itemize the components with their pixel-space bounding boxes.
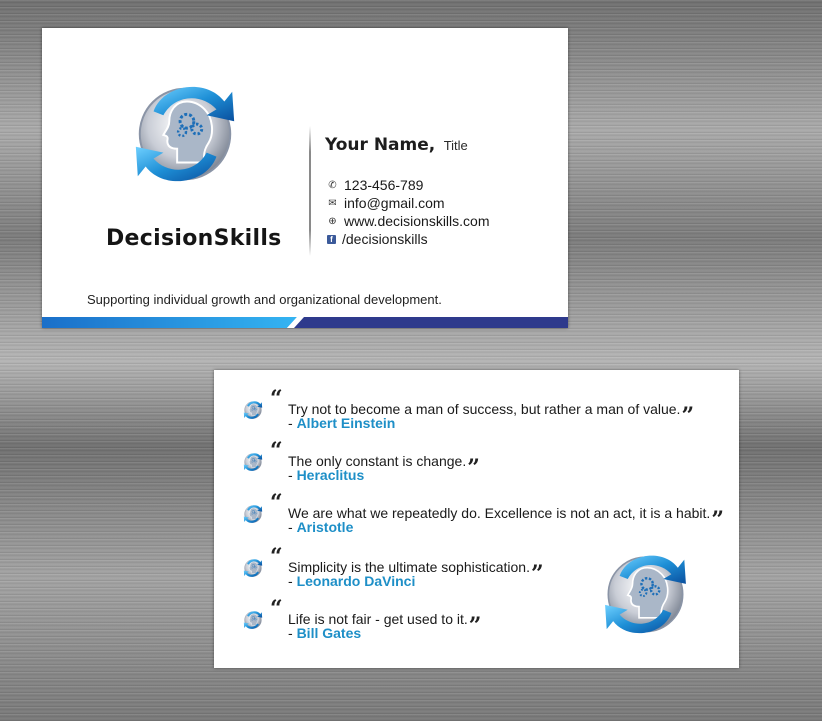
business-card-front (42, 28, 568, 328)
small-logo-icon (242, 450, 264, 474)
quote-text: Life is not fair - get used to it.” (288, 611, 482, 639)
quote-author: - Albert Einstein (288, 415, 396, 431)
decisionskills-logo-icon (126, 71, 244, 196)
decisionskills-logo-icon (597, 538, 694, 650)
color-stripe (42, 317, 568, 328)
name-title-line (325, 135, 468, 155)
person-name: Your Name, (325, 135, 436, 155)
small-logo-icon (242, 398, 264, 422)
phone-icon: ✆ (328, 179, 337, 191)
open-quote-mark: “ (270, 490, 283, 516)
small-logo-icon (242, 502, 264, 526)
open-quote-mark: “ (270, 386, 283, 412)
open-quote-mark: “ (270, 438, 283, 464)
quote-text: Try not to become a man of success, but rather a man of value.” (288, 401, 695, 429)
open-quote-mark: “ (270, 596, 283, 622)
contact-website (327, 213, 489, 229)
facebook-icon: f (327, 235, 336, 244)
brand-name: DecisionSkills (106, 226, 282, 251)
contact-facebook (327, 231, 428, 247)
close-quote-mark: ” (711, 507, 724, 533)
close-quote-mark: ” (468, 613, 482, 639)
quote-item (242, 438, 732, 490)
vertical-divider (309, 126, 311, 256)
email-address: info@gmail.com (344, 195, 445, 211)
globe-icon: ⊕ (328, 215, 337, 227)
contact-phone (327, 177, 423, 193)
business-card-back (214, 370, 739, 668)
quote-text: We are what we repeatedly do. Excellence is not an act, it is a habit.” (288, 505, 724, 533)
quote-item (242, 490, 732, 542)
quote-author: - Leonardo DaVinci (288, 573, 416, 589)
close-quote-mark: ” (531, 561, 544, 587)
tagline: Supporting individual growth and organizational development. (87, 292, 442, 307)
quote-author: - Aristotle (288, 519, 354, 535)
close-quote-mark: ” (681, 403, 695, 429)
quote-item (242, 386, 732, 438)
phone-number: 123-456-789 (344, 177, 424, 193)
quote-text: Simplicity is the ultimate sophistication.” (288, 559, 544, 587)
facebook-handle: /decisionskills (342, 231, 428, 247)
person-title: Title (443, 138, 468, 153)
envelope-icon: ✉ (328, 197, 337, 209)
website-url: www.decisionskills.com (344, 213, 490, 229)
quote-author: - Bill Gates (288, 625, 362, 641)
quote-text: The only constant is change.” (288, 453, 480, 481)
small-logo-icon (242, 608, 264, 632)
quote-author: - Heraclitus (288, 467, 365, 483)
open-quote-mark: “ (270, 544, 283, 570)
close-quote-mark: ” (467, 455, 480, 481)
contact-email (327, 195, 445, 211)
small-logo-icon (242, 556, 264, 580)
